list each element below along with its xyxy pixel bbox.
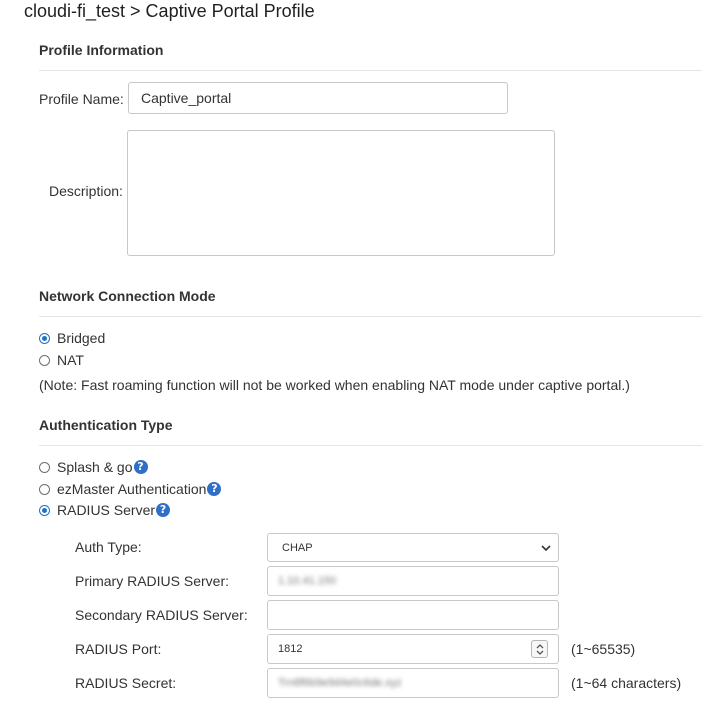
divider (39, 445, 702, 446)
spinner-up-icon[interactable] (535, 643, 545, 649)
radius-secret-value: Trn8f6b9e9d4e0c6de.xyz (278, 677, 402, 689)
radio-splash-and-go[interactable] (39, 458, 148, 476)
divider (39, 70, 702, 71)
help-icon[interactable]: ? (134, 460, 148, 474)
help-icon[interactable]: ? (156, 503, 170, 517)
primary-radius-server-input[interactable] (267, 566, 559, 596)
profile-name-label: Profile Name: (39, 91, 124, 107)
radio-button-checked[interactable] (39, 505, 50, 516)
radius-secret-input[interactable] (267, 668, 559, 698)
radius-secret-hint: (1~64 characters) (571, 675, 682, 691)
radio-label-ezmaster: ezMaster Authentication (57, 481, 207, 497)
radio-label-nat: NAT (57, 352, 84, 368)
secondary-radius-server-label: Secondary RADIUS Server: (75, 607, 248, 623)
radius-port-label: RADIUS Port: (75, 641, 162, 657)
primary-radius-server-value: 1.10.41.150 (278, 575, 337, 587)
page-title: cloudi-fi_test > Captive Portal Profile (24, 1, 315, 21)
auth-type-selected-value: CHAP (282, 541, 313, 554)
primary-radius-server-label: Primary RADIUS Server: (75, 573, 230, 589)
help-icon[interactable]: ? (207, 482, 221, 496)
auth-type-label: Auth Type: (75, 539, 142, 555)
secondary-radius-server-input[interactable] (267, 600, 559, 630)
radio-button-checked[interactable] (39, 333, 50, 344)
number-spinner[interactable] (531, 640, 548, 658)
radio-nat[interactable] (39, 351, 84, 369)
network-connection-mode-heading: Network Connection Mode (39, 288, 216, 304)
spinner-down-icon[interactable] (535, 650, 545, 656)
auth-type-select[interactable] (267, 533, 559, 562)
radio-ezmaster-authentication[interactable] (39, 480, 221, 498)
radio-button[interactable] (39, 355, 50, 366)
radius-port-input[interactable] (267, 634, 559, 664)
radio-radius-server[interactable] (39, 501, 170, 519)
divider (39, 316, 702, 317)
nat-note: (Note: Fast roaming function will not be worked when enabling NAT mode under captive portal.) (39, 377, 630, 393)
radio-label-bridged: Bridged (57, 330, 106, 346)
radio-label-splash-and-go: Splash & go (57, 459, 133, 475)
radio-button[interactable] (39, 462, 50, 473)
radio-button[interactable] (39, 484, 50, 495)
radius-port-value: 1812 (278, 643, 303, 655)
chevron-down-icon (540, 542, 552, 554)
radius-secret-label: RADIUS Secret: (75, 675, 177, 691)
profile-name-input[interactable] (128, 82, 508, 114)
profile-information-heading: Profile Information (39, 42, 164, 58)
authentication-type-heading: Authentication Type (39, 417, 173, 433)
radio-bridged[interactable] (39, 329, 105, 347)
radio-label-radius-server: RADIUS Server (57, 502, 156, 518)
radius-port-hint: (1~65535) (571, 641, 636, 657)
description-textarea[interactable] (127, 130, 555, 256)
description-label: Description: (49, 183, 123, 199)
